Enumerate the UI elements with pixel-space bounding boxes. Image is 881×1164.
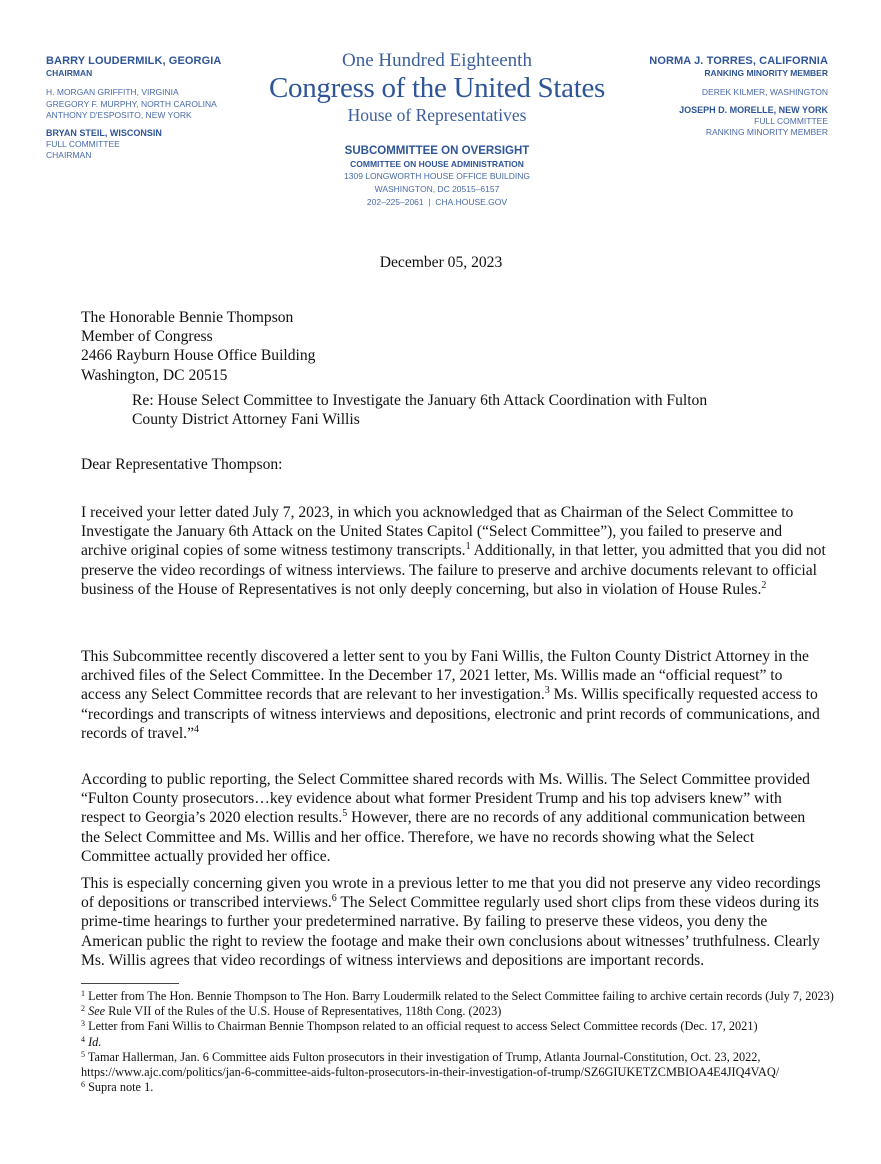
recipient-address <box>81 308 315 385</box>
paragraph-text: I received your letter dated July 7, 2023, in which you acknowledged that as Chairman of the Select Committee to Investigate the January 6th Attack on the United States Capitol (“Select Committee”), you failed to preserve and archive original copies of some witness testimony transcripts. <box>81 504 794 560</box>
footnote-text: Rule VII of the Rules of the U.S. House of Representatives, 118th Cong. (2023) <box>105 1004 502 1019</box>
footnote-number: 2 <box>81 1004 85 1014</box>
footnote-ref[interactable]: 1 <box>465 541 471 553</box>
paragraph-text: The Select Committee regularly used short clips from these videos during its prime-time hearings to further your predetermined narrative. By failing to preserve these videos, you deny the American public the right to review the footage and make their own conclusions about witnesses’ truthfulness. Clearly Ms. Willis agrees that video recordings of witness interviews and depositions are important records. <box>81 894 820 969</box>
subject-line-1: Re: House Select Committee to Investigate the January 6th Attack Coordination with Fulton <box>132 392 708 409</box>
congress-number: One Hundred Eighteenth <box>342 50 532 71</box>
footnote-text: Letter from The Hon. Bennie Thompson to The Hon. Barry Loudermilk related to the Select Committee failing to archive certain records (July 7, 2023) <box>85 989 834 1003</box>
full-committee-ranking-role: RANKING MINORITY MEMBER <box>705 127 828 137</box>
footnote-number: 6 <box>81 1080 85 1090</box>
footnote-signal: See <box>88 1004 106 1019</box>
footnote-text[interactable]: Tamar Hallerman, Jan. 6 Committee aids Fulton prosecutors in their investigation of Trump, Atlanta Journal-Constitution, Oct. 23, 2022, https://www.ajc.com/politics/jan-6-committee-aids-fulton-prosecutors-in-their-investigation-of-trump/SZ6GIUKETZCMBIOA4E4JIQ4VAQ/ <box>81 1049 780 1080</box>
full-committee-chair-name: BRYAN STEIL, WISCONSIN <box>46 127 162 138</box>
footnote <box>81 1035 841 1050</box>
paragraph-text: Additionally, in that letter, you admitted that you did not preserve the video recordings of witness interviews. The failure to preserve and archive documents relevant to official business of the House of Representatives is not only deeply concerning, but also in violation of House Rules. <box>81 542 826 598</box>
recipient-title: Member of Congress <box>81 328 213 346</box>
footnote-ref[interactable]: 4 <box>194 723 199 735</box>
paragraph-text: Ms. Willis specifically requested access to “recordings and transcripts of witness interviews and depositions, electronic and print records of communications, and records of travel.” <box>81 686 820 742</box>
footnote-ref[interactable]: 5 <box>342 808 348 820</box>
letterhead-minority-members <box>568 55 828 138</box>
footnote-text: Supra note 1. <box>85 1080 154 1095</box>
subcommittee-name: SUBCOMMITTEE ON OVERSIGHT <box>344 145 530 157</box>
footnote-separator <box>81 983 179 984</box>
subject-line <box>132 391 812 429</box>
ranking-member-name: NORMA J. TORRES, CALIFORNIA <box>649 55 828 67</box>
footnote-number: 4 <box>81 1034 85 1044</box>
office-contact: 202–225–2061 | CHA.HOUSE.GOV <box>366 197 508 207</box>
office-address: 1309 LONGWORTH HOUSE OFFICE BUILDING <box>344 171 530 181</box>
member-name: ANTHONY D'ESPOSITO, NEW YORK <box>46 110 192 120</box>
footnote-number: 5 <box>81 1049 85 1059</box>
footnote-number: 3 <box>81 1019 85 1029</box>
footnote-number: 1 <box>81 989 85 998</box>
salutation: Dear Representative Thompson: <box>81 456 283 473</box>
member-name: DEREK KILMER, WASHINGTON <box>701 87 828 97</box>
paragraph-text: However, there are no records of any additional communication between the Select Committee and Ms. Willis and her office. Therefore, we have no records showing what the Select Committee actually provided her office. <box>81 809 806 865</box>
footnote-ref[interactable]: 6 <box>331 893 337 905</box>
footnote <box>81 1019 841 1034</box>
footnotes <box>81 989 841 1095</box>
office-city: WASHINGTON, DC 20515–6157 <box>374 184 500 194</box>
chairman-role: CHAIRMAN <box>46 68 93 78</box>
full-committee-chair-role: CHAIRMAN <box>46 150 92 160</box>
footnote-ref[interactable]: 3 <box>544 685 550 697</box>
footnote <box>81 1080 841 1095</box>
footnote-signal: Id. <box>88 1034 102 1049</box>
recipient-street: 2466 Rayburn House Office Building <box>81 347 316 365</box>
letter-date: December 05, 2023 <box>379 254 503 271</box>
committee-name: COMMITTEE ON HOUSE ADMINISTRATION <box>350 159 524 169</box>
footnote-text: Letter from Fani Willis to Chairman Bennie Thompson related to an official request to access Select Committee records (Dec. 17, 2021) <box>85 1019 758 1034</box>
paragraph <box>81 503 826 599</box>
chairman-name: BARRY LOUDERMILK, GEORGIA <box>46 55 222 67</box>
footnote <box>81 1050 841 1080</box>
footnote <box>81 989 841 1004</box>
paragraph-text: This Subcommittee recently discovered a letter sent to you by Fani Willis, the Fulton County District Attorney in the archived files of the Select Committee. In the December 17, 2021 letter, Ms. Willis made an “official request” to access any Select Committee records that are relevant to her investigation. <box>81 648 809 704</box>
paragraph-text: This is especially concerning given you wrote in a previous letter to me that you did not preserve any video recordings of depositions or transcribed interviews. <box>81 875 821 912</box>
member-name: GREGORY F. MURPHY, NORTH CAROLINA <box>46 98 217 109</box>
congress-name: Congress of the United States <box>268 72 606 104</box>
footnote <box>81 1004 841 1019</box>
paragraph <box>81 770 826 866</box>
chamber-name: House of Representatives <box>347 105 527 125</box>
letterhead-congress-title <box>262 50 612 209</box>
paragraph <box>81 647 826 743</box>
full-committee-ranking-role: FULL COMMITTEE <box>754 116 828 126</box>
paragraph <box>81 874 826 970</box>
recipient-name: The Honorable Bennie Thompson <box>81 309 294 326</box>
full-committee-ranking-name: JOSEPH D. MORELLE, NEW YORK <box>679 104 828 115</box>
subject-line-2: County District Attorney Fani Willis <box>132 411 360 429</box>
paragraph-text: According to public reporting, the Select Committee shared records with Ms. Willis. The Select Committee provided “Fulton County prosecutors…key evidence about what former President Trump and his top advisers knew” with respect to Georgia’s 2020 election results. <box>81 771 810 827</box>
member-name: H. MORGAN GRIFFITH, VIRGINIA <box>46 87 179 97</box>
letterhead-majority-members <box>46 55 286 161</box>
recipient-city: Washington, DC 20515 <box>81 366 228 384</box>
footnote-ref[interactable]: 2 <box>761 579 767 591</box>
ranking-member-role: RANKING MINORITY MEMBER <box>704 68 828 78</box>
full-committee-chair-role: FULL COMMITTEE <box>46 139 120 149</box>
